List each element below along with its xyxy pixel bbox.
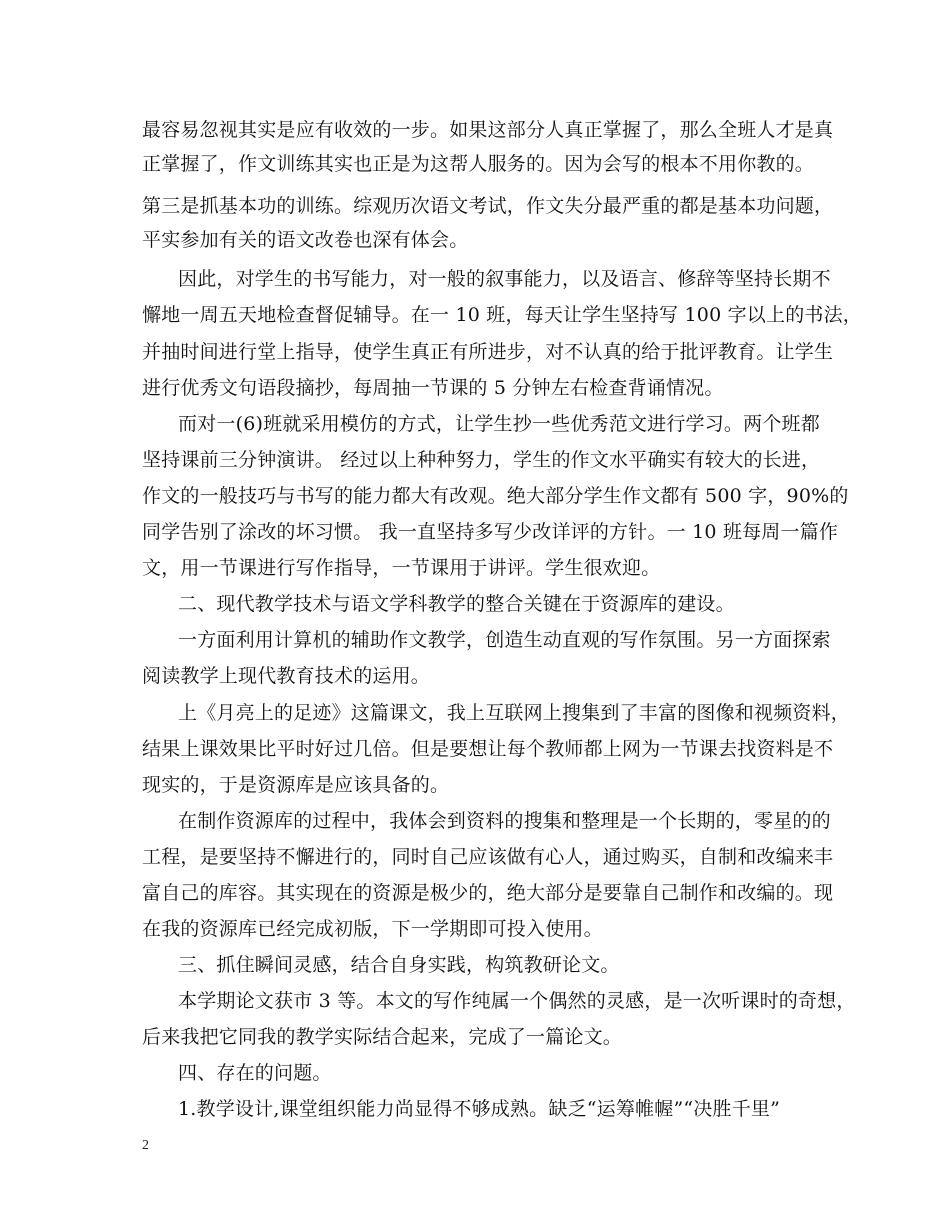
text-line: 现实的，于是资源库是应该具备的。: [142, 774, 450, 796]
paragraph-first-line: 一方面利用计算机的辅助作文教学，创造生动直观的写作氛围。另一方面探索: [178, 629, 831, 651]
text-line: 同学告别了涂改的坏习惯。 我一直坚持多写少改详评的方针。一 10 班每周一篇作: [142, 521, 839, 543]
paragraph-first-line: 上《月亮上的足迹》这篇课文，我上互联网上搜集到了丰富的图像和视频资料，: [178, 702, 851, 724]
section-heading: 四、存在的问题。: [178, 1062, 332, 1084]
section-heading: 三、抓住瞬间灵感，结合自身实践，构筑教研论文。: [178, 954, 620, 976]
text-line: 结果上课效果比平时好过几倍。但是要想让每个教师都上网为一节课去找资料是不: [142, 738, 834, 760]
text-line: 阅读教学上现代教育技术的运用。: [142, 665, 431, 687]
text-line: 进行优秀文句语段摘抄，每周抽一节课的 5 分钟左右检查背诵情况。: [142, 377, 724, 399]
section-heading: 二、现代教学技术与语文学科教学的整合关键在于资源库的建设。: [178, 593, 735, 615]
text-line: 坚持课前三分钟演讲。 经过以上种种努力，学生的作文水平确实有较大的长进，: [142, 449, 821, 471]
text-line: 富自己的库容。其实现在的资源是极少的，绝大部分是要靠自己制作和改编的。现: [142, 882, 834, 904]
list-item: 1.教学设计,课堂组织能力尚显得不够成熟。缺乏“运筹帷幄”“决胜千里”: [178, 1098, 781, 1120]
text-line: 平实参加有关的语文改卷也深有体会。: [142, 229, 469, 251]
text-line: 第三是抓基本功的训练。综观历次语文考试，作文失分最严重的都是基本功问题，: [142, 195, 834, 217]
paragraph-first-line: 本学期论文获市 3 等。本文的写作纯属一个偶然的灵感，是一次听课时的奇想，: [178, 990, 856, 1012]
text-line: 工程，是要坚持不懈进行的，同时自己应该做有心人，通过购买，自制和改编来丰: [142, 846, 834, 868]
text-line: 最容易忽视其实是应有收效的一步。如果这部分人真正掌握了，那么全班人才是真: [142, 119, 834, 141]
paragraph-first-line: 而对一(6)班就采用模仿的方式，让学生抄一些优秀范文进行学习。两个班都: [178, 413, 820, 435]
text-line: 作文的一般技巧与书写的能力都大有改观。绝大部分学生作文都有 500 字，90%的: [142, 485, 849, 507]
page-number: 2: [142, 1138, 149, 1153]
text-line: 懈地一周五天地检查督促辅导。在一 10 班，每天让学生坚持写 100 字以上的书法，: [142, 304, 863, 326]
text-line: 正掌握了，作文训练其实也正是为这帮人服务的。因为会写的根本不用你教的。: [142, 153, 815, 175]
text-line: 在我的资源库已经完成初版，下一学期即可投入使用。: [142, 918, 603, 940]
text-line: 后来我把它同我的教学实际结合起来，完成了一篇论文。: [142, 1026, 623, 1048]
paragraph-first-line: 因此，对学生的书写能力，对一般的叙事能力，以及语言、修辞等坚持长期不: [178, 268, 831, 290]
paragraph-first-line: 在制作资源库的过程中，我体会到资料的搜集和整理是一个长期的，零星的的: [178, 810, 831, 832]
text-line: 并抽时间进行堂上指导，使学生真正有所进步，对不认真的给于批评教育。让学生: [142, 341, 834, 363]
text-line: 文，用一节课进行写作指导，一节课用于讲评。学生很欢迎。: [142, 557, 661, 579]
